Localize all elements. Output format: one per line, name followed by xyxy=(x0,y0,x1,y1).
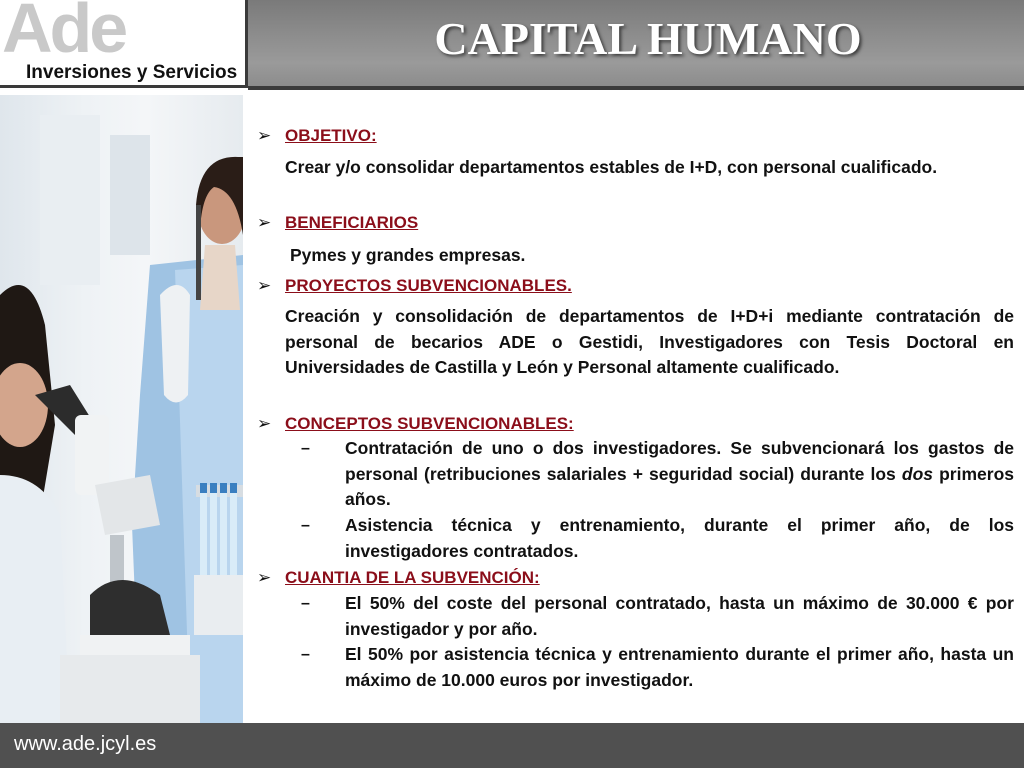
section-label-conceptos: CONCEPTOS SUBVENCIONABLES: xyxy=(285,414,574,433)
conceptos-item xyxy=(301,436,1014,513)
proyectos-text: Creación y consolidación de departamentos de I+D+i mediante contratación de personal de becarios ADE o Gestidi, Investigadores con Tesis Doctoral en Universidades de Castilla y León y Personal altamente cualificado. xyxy=(285,306,1014,377)
logo xyxy=(0,0,248,88)
dash-bullet-icon: – xyxy=(301,517,310,534)
section-label-objetivo: OBJETIVO: xyxy=(285,126,377,145)
conceptos-item-text: Asistencia técnica y entrenamiento, durante el primer año, de los investigadores contratados. xyxy=(345,515,1014,561)
laboratory-illustration xyxy=(0,95,243,723)
cuantia-item xyxy=(301,591,1014,642)
arrow-bullet-icon: ➢ xyxy=(257,276,272,295)
arrow-bullet-icon: ➢ xyxy=(257,568,272,587)
section-objetivo xyxy=(257,123,377,149)
arrow-bullet-icon: ➢ xyxy=(257,414,272,433)
title-band xyxy=(248,0,1024,90)
section-beneficiarios xyxy=(257,210,418,236)
section-label-proyectos: PROYECTOS SUBVENCIONABLES. xyxy=(285,276,572,295)
objetivo-text: Crear y/o consolidar departamentos estables de I+D, con personal cualificado. xyxy=(285,157,938,177)
section-label-cuantia: CUANTIA DE LA SUBVENCIÓN: xyxy=(285,568,540,587)
arrow-bullet-icon: ➢ xyxy=(257,213,272,232)
dash-bullet-icon: – xyxy=(301,440,310,457)
conceptos-item-text: Contratación de uno o dos investigadores. Se subvencionará los gastos de personal (retribuciones salariales + seguridad social) durante los dos primeros años. xyxy=(345,438,1014,509)
cuantia-item-text: El 50% del coste del personal contratado, hasta un máximo de 30.000 € por investigador y por año. xyxy=(345,593,1014,639)
beneficiarios-text: Pymes y grandes empresas. xyxy=(290,245,526,265)
cuantia-item xyxy=(301,642,1014,693)
section-conceptos xyxy=(257,411,574,437)
section-cuantia xyxy=(257,565,540,591)
logo-mark: Ade xyxy=(2,0,126,67)
logo-subtitle: Inversiones y Servicios xyxy=(26,62,238,83)
section-proyectos xyxy=(257,273,572,299)
page-title: CAPITAL HUMANO xyxy=(434,13,862,64)
dash-bullet-icon: – xyxy=(301,646,310,663)
slide-footer xyxy=(0,723,1024,768)
dash-bullet-icon: – xyxy=(301,595,310,612)
section-label-beneficiarios: BENEFICIARIOS xyxy=(285,213,419,232)
slide-header xyxy=(0,0,1024,90)
conceptos-item xyxy=(301,513,1014,564)
cuantia-item-text: El 50% por asistencia técnica y entrenamiento durante el primer año, hasta un máximo de 10.000 euros por investigador. xyxy=(345,644,1014,690)
laboratory-photo xyxy=(0,95,243,723)
arrow-bullet-icon: ➢ xyxy=(257,126,272,145)
footer-url-link[interactable]: www.ade.jcyl.es xyxy=(14,733,157,755)
